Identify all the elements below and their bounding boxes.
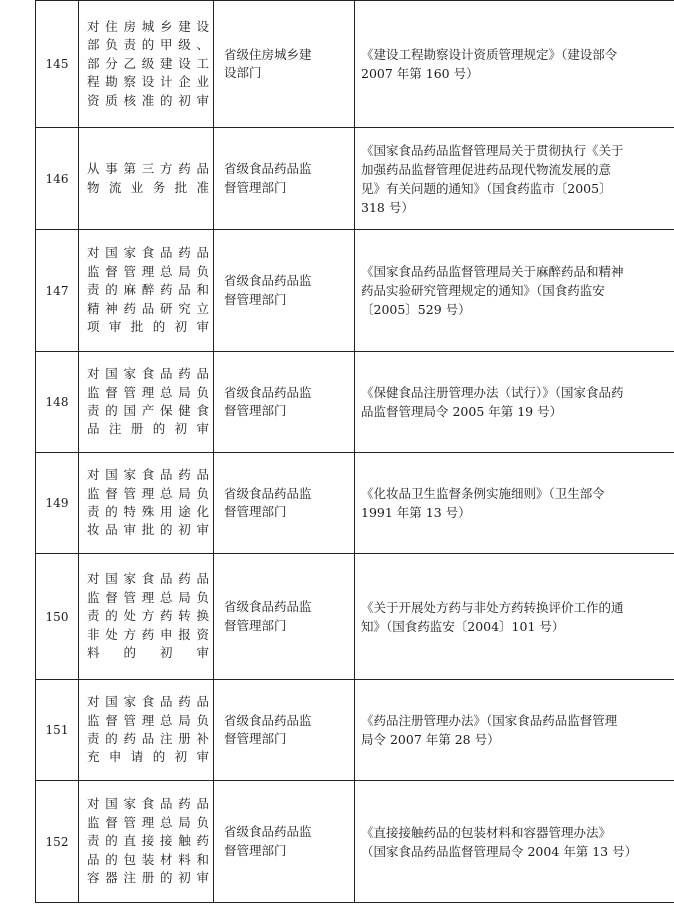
approval-item: 对住房城乡建设 部负责的甲级、 部分乙级建设工 程勘察设计企业 资质核准的初审 — [87, 18, 209, 108]
approval-items-table — [35, 0, 674, 903]
legal-basis: 《直接接触药品的包装材料和容器管理办法》 （国家食品药品监督管理局令 2004 年第 13 号） — [361, 824, 638, 859]
implementing-department: 省级食品药品监 督管理部门 — [224, 599, 312, 633]
row-number: 147 — [36, 230, 79, 352]
approval-item: 对国家食品药品 监督管理总局负 责的药品注册补 充申请的初审 — [87, 694, 209, 765]
legal-basis: 《建设工程勘察设计资质管理规定》（建设部令 2007 年第 160 号） — [361, 47, 618, 81]
legal-basis: 《关于开展处方药与非处方药转换评价工作的通 知》（国食药监安〔2004〕101 号） — [361, 599, 624, 634]
row-number: 148 — [36, 352, 79, 453]
table-row — [36, 128, 674, 230]
legal-basis: 《药品注册管理办法》（国家食品药品监督管理 局令 2007 年第 28 号） — [361, 713, 618, 747]
row-number: 150 — [36, 554, 79, 680]
implementing-department: 省级食品药品监 督管理部门 — [224, 712, 312, 746]
table-row — [36, 230, 674, 352]
approval-item: 对国家食品药品 监督管理总局负 责的特殊用途化 妆品审批的初审 — [87, 467, 209, 538]
implementing-department: 省级食品药品监 督管理部门 — [224, 485, 312, 519]
implementing-department: 省级食品药品监 督管理部门 — [224, 273, 312, 307]
row-number: 146 — [36, 128, 79, 230]
implementing-department: 省级食品药品监 督管理部门 — [224, 161, 312, 195]
legal-basis: 《国家食品药品监督管理局关于麻醉药品和精神 药品实验研究管理规定的通知》（国食药监安 〔2005〕529 号） — [361, 264, 624, 317]
approval-item: 从事第三方药品 物流业务批准 — [87, 161, 209, 195]
legal-basis: 《保健食品注册管理办法（试行）》（国家食品药 品监督管理局令 2005 年第 19 号） — [361, 385, 624, 419]
table-row — [36, 352, 674, 453]
approval-item: 对国家食品药品 监督管理总局负 责的国产保健食 品注册的初审 — [87, 366, 209, 437]
table-row — [36, 680, 674, 781]
row-number: 149 — [36, 453, 79, 554]
row-number: 151 — [36, 680, 79, 781]
approval-item: 对国家食品药品 监督管理总局负 责的直接接触药 品的包装材料和 容器注册的初审 — [87, 796, 209, 886]
approval-item: 对国家食品药品 监督管理总局负 责的麻醉药品和 精神药品研究立 项审批的初审 — [87, 245, 209, 335]
table-row — [36, 554, 674, 680]
approval-item: 对国家食品药品 监督管理总局负 责的处方药转换 非处方药申报资 料的初审 — [87, 571, 209, 661]
legal-basis: 《国家食品药品监督管理局关于贯彻执行《关于 加强药品监督管理促进药品现代物流发展的意 见》有关问题的通知》（国食药监市〔2005〕 318 号） — [361, 142, 624, 215]
row-number: 145 — [36, 1, 79, 128]
table-row — [36, 1, 674, 128]
table-row — [36, 453, 674, 554]
implementing-department: 省级住房城乡建 设部门 — [224, 46, 312, 80]
legal-basis: 《化妆品卫生监督条例实施细则》（卫生部令 1991 年第 13 号） — [361, 486, 605, 520]
implementing-department: 省级食品药品监 督管理部门 — [224, 384, 312, 418]
table-row — [36, 781, 674, 903]
implementing-department: 省级食品药品监 督管理部门 — [224, 824, 312, 858]
row-number: 152 — [36, 781, 79, 903]
